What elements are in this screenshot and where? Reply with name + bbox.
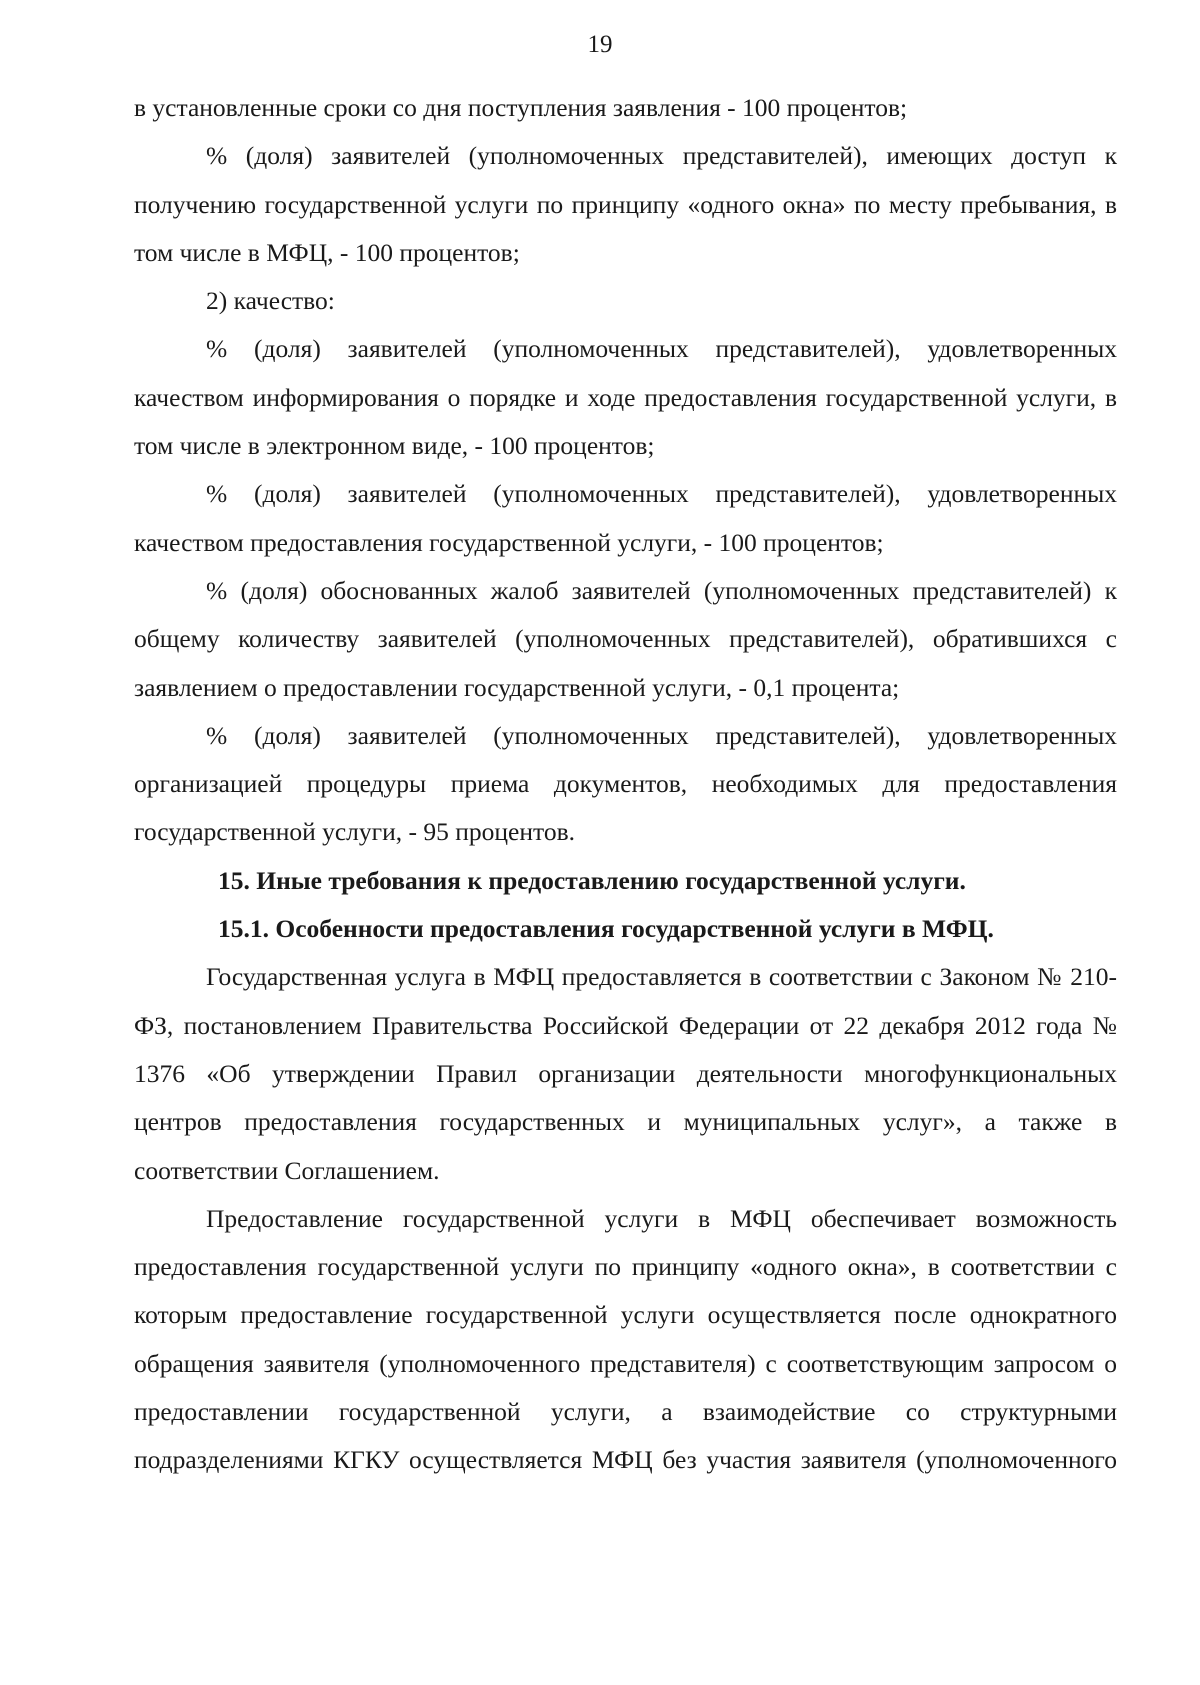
paragraph: Предоставление государственной услуги в МФЦ обеспечивает возможность предоставления государственной услуги по принципу «одного окна», в соответствии с которым предоставление государственной услуги осуществляется после однократного обращения заявителя (уполномоченного представителя) с соответствующим запросом о предоставлении государственной услуги, а взаимодействие со структурными подразделениями КГКУ осуществляется МФЦ без участия заявителя (уполномоченного — [134, 1203, 1117, 1475]
paragraph: % (доля) заявителей (уполномоченных представителей), удовлетворенных качеством информирования о порядке и ходе предоставления государственной услуги, в том числе в электронном виде, - 100 процентов; — [134, 334, 1117, 461]
section-heading-15: 15. Иные требования к предоставлению государственной услуги. — [218, 865, 966, 895]
paragraph: Государственная услуга в МФЦ предоставляется в соответствии с Законом № 210-ФЗ, постановлением Правительства Российской Федерации от 22 декабря 2012 года № 1376 «Об утверждении Правил организации деятельности многофункциональных центров предоставления государственных и муниципальных услуг», а также в соответствии Соглашением. — [134, 962, 1117, 1185]
paragraph: % (доля) заявителей (уполномоченных представителей), удовлетворенных организацией процедуры приема документов, необходимых для предоставления государственной услуги, - 95 процентов. — [134, 720, 1117, 847]
paragraph: в установленные сроки со дня поступления заявления - 100 процентов; — [134, 93, 908, 122]
paragraph: % (доля) заявителей (уполномоченных представителей), удовлетворенных качеством предоставления государственной услуги, - 100 процентов; — [134, 479, 1117, 557]
paragraph: % (доля) обоснованных жалоб заявителей (уполномоченных представителей) к общему количеству заявителей (уполномоченных представителей), обратившихся с заявлением о предоставлении государственной услуги, - 0,1 процента; — [134, 575, 1117, 702]
paragraph: 2) качество: — [206, 286, 335, 316]
document-body — [134, 84, 1117, 1485]
paragraph: % (доля) заявителей (уполномоченных представителей), имеющих доступ к получению государственной услуги по принципу «одного окна» по месту пребывания, в том числе в МФЦ, - 100 процентов; — [134, 141, 1117, 267]
section-heading-15-1: 15.1. Особенности предоставления государственной услуги в МФЦ. — [218, 914, 994, 944]
page-number: 19 — [587, 31, 613, 58]
